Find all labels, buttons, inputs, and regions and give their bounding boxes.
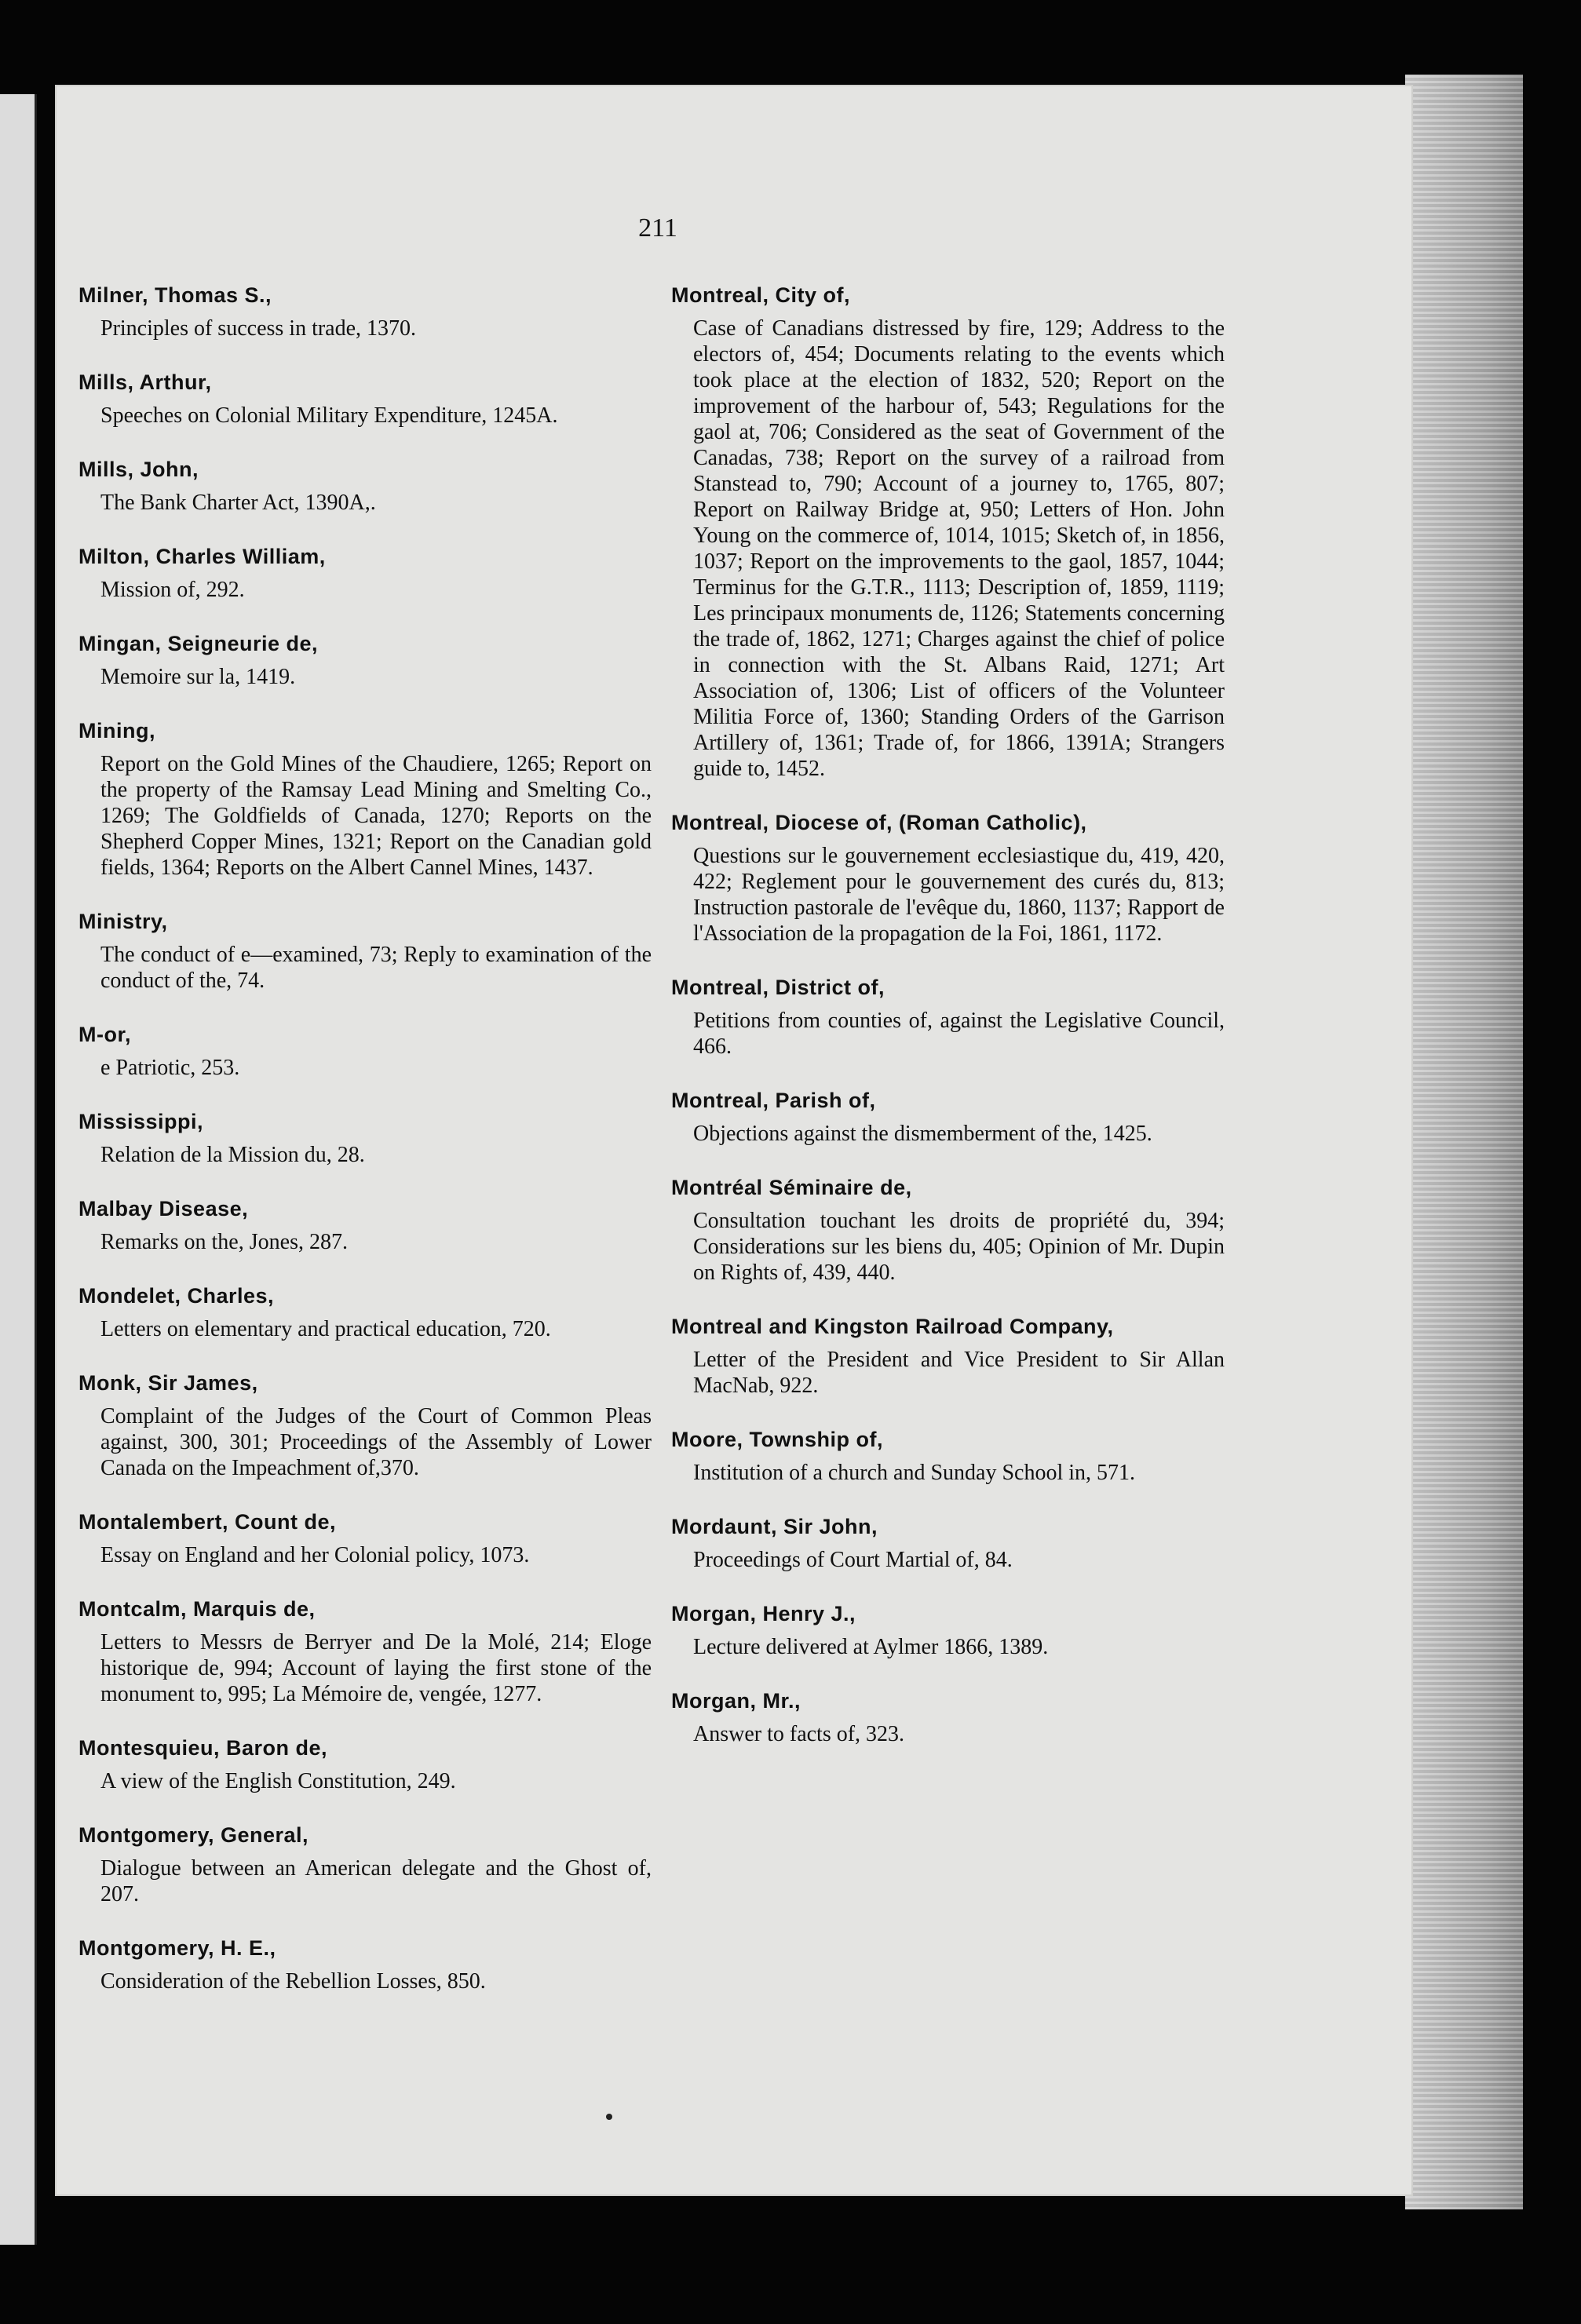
entry-body: The Bank Charter Act, 1390A,. <box>100 491 376 515</box>
entry-heading: Morgan, Mr., <box>671 1689 801 1713</box>
index-entry <box>79 1935 652 1994</box>
index-entry <box>671 1314 1225 1399</box>
entry-heading: Milner, Thomas S., <box>79 283 272 307</box>
entry-body: Answer to facts of, 323. <box>693 1722 905 1746</box>
entry-body: Questions sur le gouvernement ecclesiastique du, 419, 420, 422; Reglement pour le gouvernement des curés du, 813; Instruction pastorale de l'evêque du, 1860, 1137; Rapport de l'Association de la propagation de la Foi, 1861, 1172. <box>693 844 1225 946</box>
entry-heading: Milton, Charles William, <box>79 545 326 568</box>
index-entry <box>79 631 652 690</box>
entry-heading: Mordaunt, Sir John, <box>671 1515 878 1538</box>
index-entry <box>79 1822 652 1907</box>
ink-dot <box>606 2114 612 2120</box>
index-entry <box>79 1109 652 1168</box>
entry-heading: Mills, Arthur, <box>79 370 212 394</box>
index-entry <box>79 1509 652 1568</box>
index-entry <box>79 1196 652 1255</box>
index-entry <box>79 457 652 516</box>
index-entry <box>79 1283 652 1342</box>
entry-body: Proceedings of Court Martial of, 84. <box>693 1548 1013 1572</box>
entry-heading: Mills, John, <box>79 458 199 481</box>
entry-body: A view of the English Constitution, 249. <box>100 1769 456 1793</box>
index-entry <box>79 718 652 881</box>
entry-body: The conduct of e—examined, 73; Reply to examination of the conduct of the, 74. <box>100 943 652 993</box>
index-entry <box>671 1601 1225 1660</box>
entry-heading: Montreal and Kingston Railroad Company, <box>671 1315 1114 1338</box>
entry-heading: Ministry, <box>79 910 168 933</box>
index-entry <box>79 283 652 341</box>
adjacent-page-edge <box>0 94 37 2245</box>
entry-heading: Montreal, Parish of, <box>671 1089 876 1112</box>
left-column <box>79 283 652 2023</box>
entry-heading: Montcalm, Marquis de, <box>79 1597 316 1621</box>
right-column <box>671 283 1225 1775</box>
index-entry <box>79 544 652 603</box>
entry-heading: Montreal, District of, <box>671 976 885 999</box>
index-entry <box>79 1596 652 1707</box>
entry-body: Consideration of the Rebellion Losses, 850. <box>100 1969 486 1994</box>
entry-body: Dialogue between an American delegate and the Ghost of, 207. <box>100 1856 652 1906</box>
entry-body: Memoire sur la, 1419. <box>100 665 296 689</box>
entry-body: Letters on elementary and practical education, 720. <box>100 1317 551 1341</box>
index-entry <box>671 283 1225 782</box>
entry-body: e Patriotic, 253. <box>100 1056 240 1080</box>
entry-body: Principles of success in trade, 1370. <box>100 316 417 341</box>
index-entry <box>671 1427 1225 1486</box>
entry-body: Consultation touchant les droits de propriété du, 394; Considerations sur les biens du, 405; Opinion of Mr. Dupin on Rights of, 439, 440. <box>693 1209 1225 1285</box>
index-entry <box>671 975 1225 1060</box>
index-entry <box>79 370 652 429</box>
entry-heading: Mining, <box>79 719 155 742</box>
entry-heading: Mondelet, Charles, <box>79 1284 275 1308</box>
entry-heading: Montesquieu, Baron de, <box>79 1736 328 1760</box>
entry-heading: Montreal, Diocese of, (Roman Catholic), <box>671 811 1087 834</box>
entry-body: Letters to Messrs de Berryer and De la Molé, 214; Eloge historique de, 994; Account of laying the first stone of the monument to, 995; La Mémoire de, vengée, 1277. <box>100 1630 652 1706</box>
entry-heading: Mingan, Seigneurie de, <box>79 632 319 655</box>
entry-body: Complaint of the Judges of the Court of Common Pleas against, 300, 301; Proceedings of the Assembly of Lower Canada on the Impeachment of,370. <box>100 1404 652 1480</box>
page-number: 211 <box>638 213 677 243</box>
entry-body: Relation de la Mission du, 28. <box>100 1143 365 1167</box>
entry-body: Petitions from counties of, against the Legislative Council, 466. <box>693 1009 1225 1059</box>
entry-body: Lecture delivered at Aylmer 1866, 1389. <box>693 1635 1049 1659</box>
book-page-edges <box>1405 75 1523 2209</box>
entry-heading: Montalembert, Count de, <box>79 1510 336 1534</box>
entry-heading: Monk, Sir James, <box>79 1371 258 1395</box>
index-entry <box>79 1022 652 1081</box>
entry-heading: Moore, Township of, <box>671 1428 883 1451</box>
entry-heading: Malbay Disease, <box>79 1197 249 1220</box>
entry-heading: Morgan, Henry J., <box>671 1602 856 1625</box>
entry-body: Speeches on Colonial Military Expenditure, 1245A. <box>100 403 558 428</box>
index-entry <box>671 1088 1225 1147</box>
entry-heading: Montreal, City of, <box>671 283 851 307</box>
entry-heading: M-or, <box>79 1023 131 1046</box>
entry-heading: Mississippi, <box>79 1110 204 1133</box>
entry-body: Letter of the President and Vice President to Sir Allan MacNab, 922. <box>693 1348 1225 1398</box>
entry-heading: Montréal Séminaire de, <box>671 1176 912 1199</box>
entry-body: Remarks on the, Jones, 287. <box>100 1230 348 1254</box>
index-entry <box>79 1370 652 1481</box>
entry-heading: Montgomery, H. E., <box>79 1936 276 1960</box>
index-entry <box>79 909 652 994</box>
index-entry <box>671 810 1225 947</box>
entry-heading: Montgomery, General, <box>79 1823 309 1847</box>
index-entry <box>671 1688 1225 1747</box>
entry-body: Objections against the dismemberment of the, 1425. <box>693 1122 1152 1146</box>
entry-body: Mission of, 292. <box>100 578 245 602</box>
index-entry <box>671 1175 1225 1286</box>
index-entry <box>671 1514 1225 1573</box>
entry-body: Essay on England and her Colonial policy, 1073. <box>100 1543 530 1567</box>
entry-body: Report on the Gold Mines of the Chaudiere, 1265; Report on the property of the Ramsay Lead Mining and Smelting Co., 1269; The Goldfields of Canada, 1270; Reports on the Shepherd Copper Mines, 1321; Report on the Canadian gold fields, 1364; Reports on the Albert Cannel Mines, 1437. <box>100 752 652 880</box>
index-entry <box>79 1735 652 1794</box>
entry-body: Institution of a church and Sunday School in, 571. <box>693 1461 1136 1485</box>
entry-body: Case of Canadians distressed by fire, 129; Address to the electors of, 454; Documents relating to the events which took place at the election of 1832, 520; Report on the improvement of the harbour of, 543; Regulations for the gaol at, 706; Considered as the seat of Government of the Canadas, 738; Report on the survey of a railroad from Stanstead to, 790; Account of a journey to, 1765, 807; Report on Railway Bridge at, 950; Letters of Hon. John Young on the commerce of, 1014, 1015; Sketch of, in 1856, 1037; Report on the improvements to the gaol, 1857, 1044; Terminus for the G.T.R., 1113; Description of, 1859, 1119; Les principaux monuments de, 1126; Statements concerning the trade of, 1862, 1271; Charges against the chief of police in connection with the St. Albans Raid, 1271; Art Association of, 1306; List of officers of the Volunteer Militia Force of, 1360; Standing Orders of the Garrison Artillery of, 1361; Trade of, for 1866, 1391A; Strangers guide to, 1452. <box>693 316 1225 781</box>
